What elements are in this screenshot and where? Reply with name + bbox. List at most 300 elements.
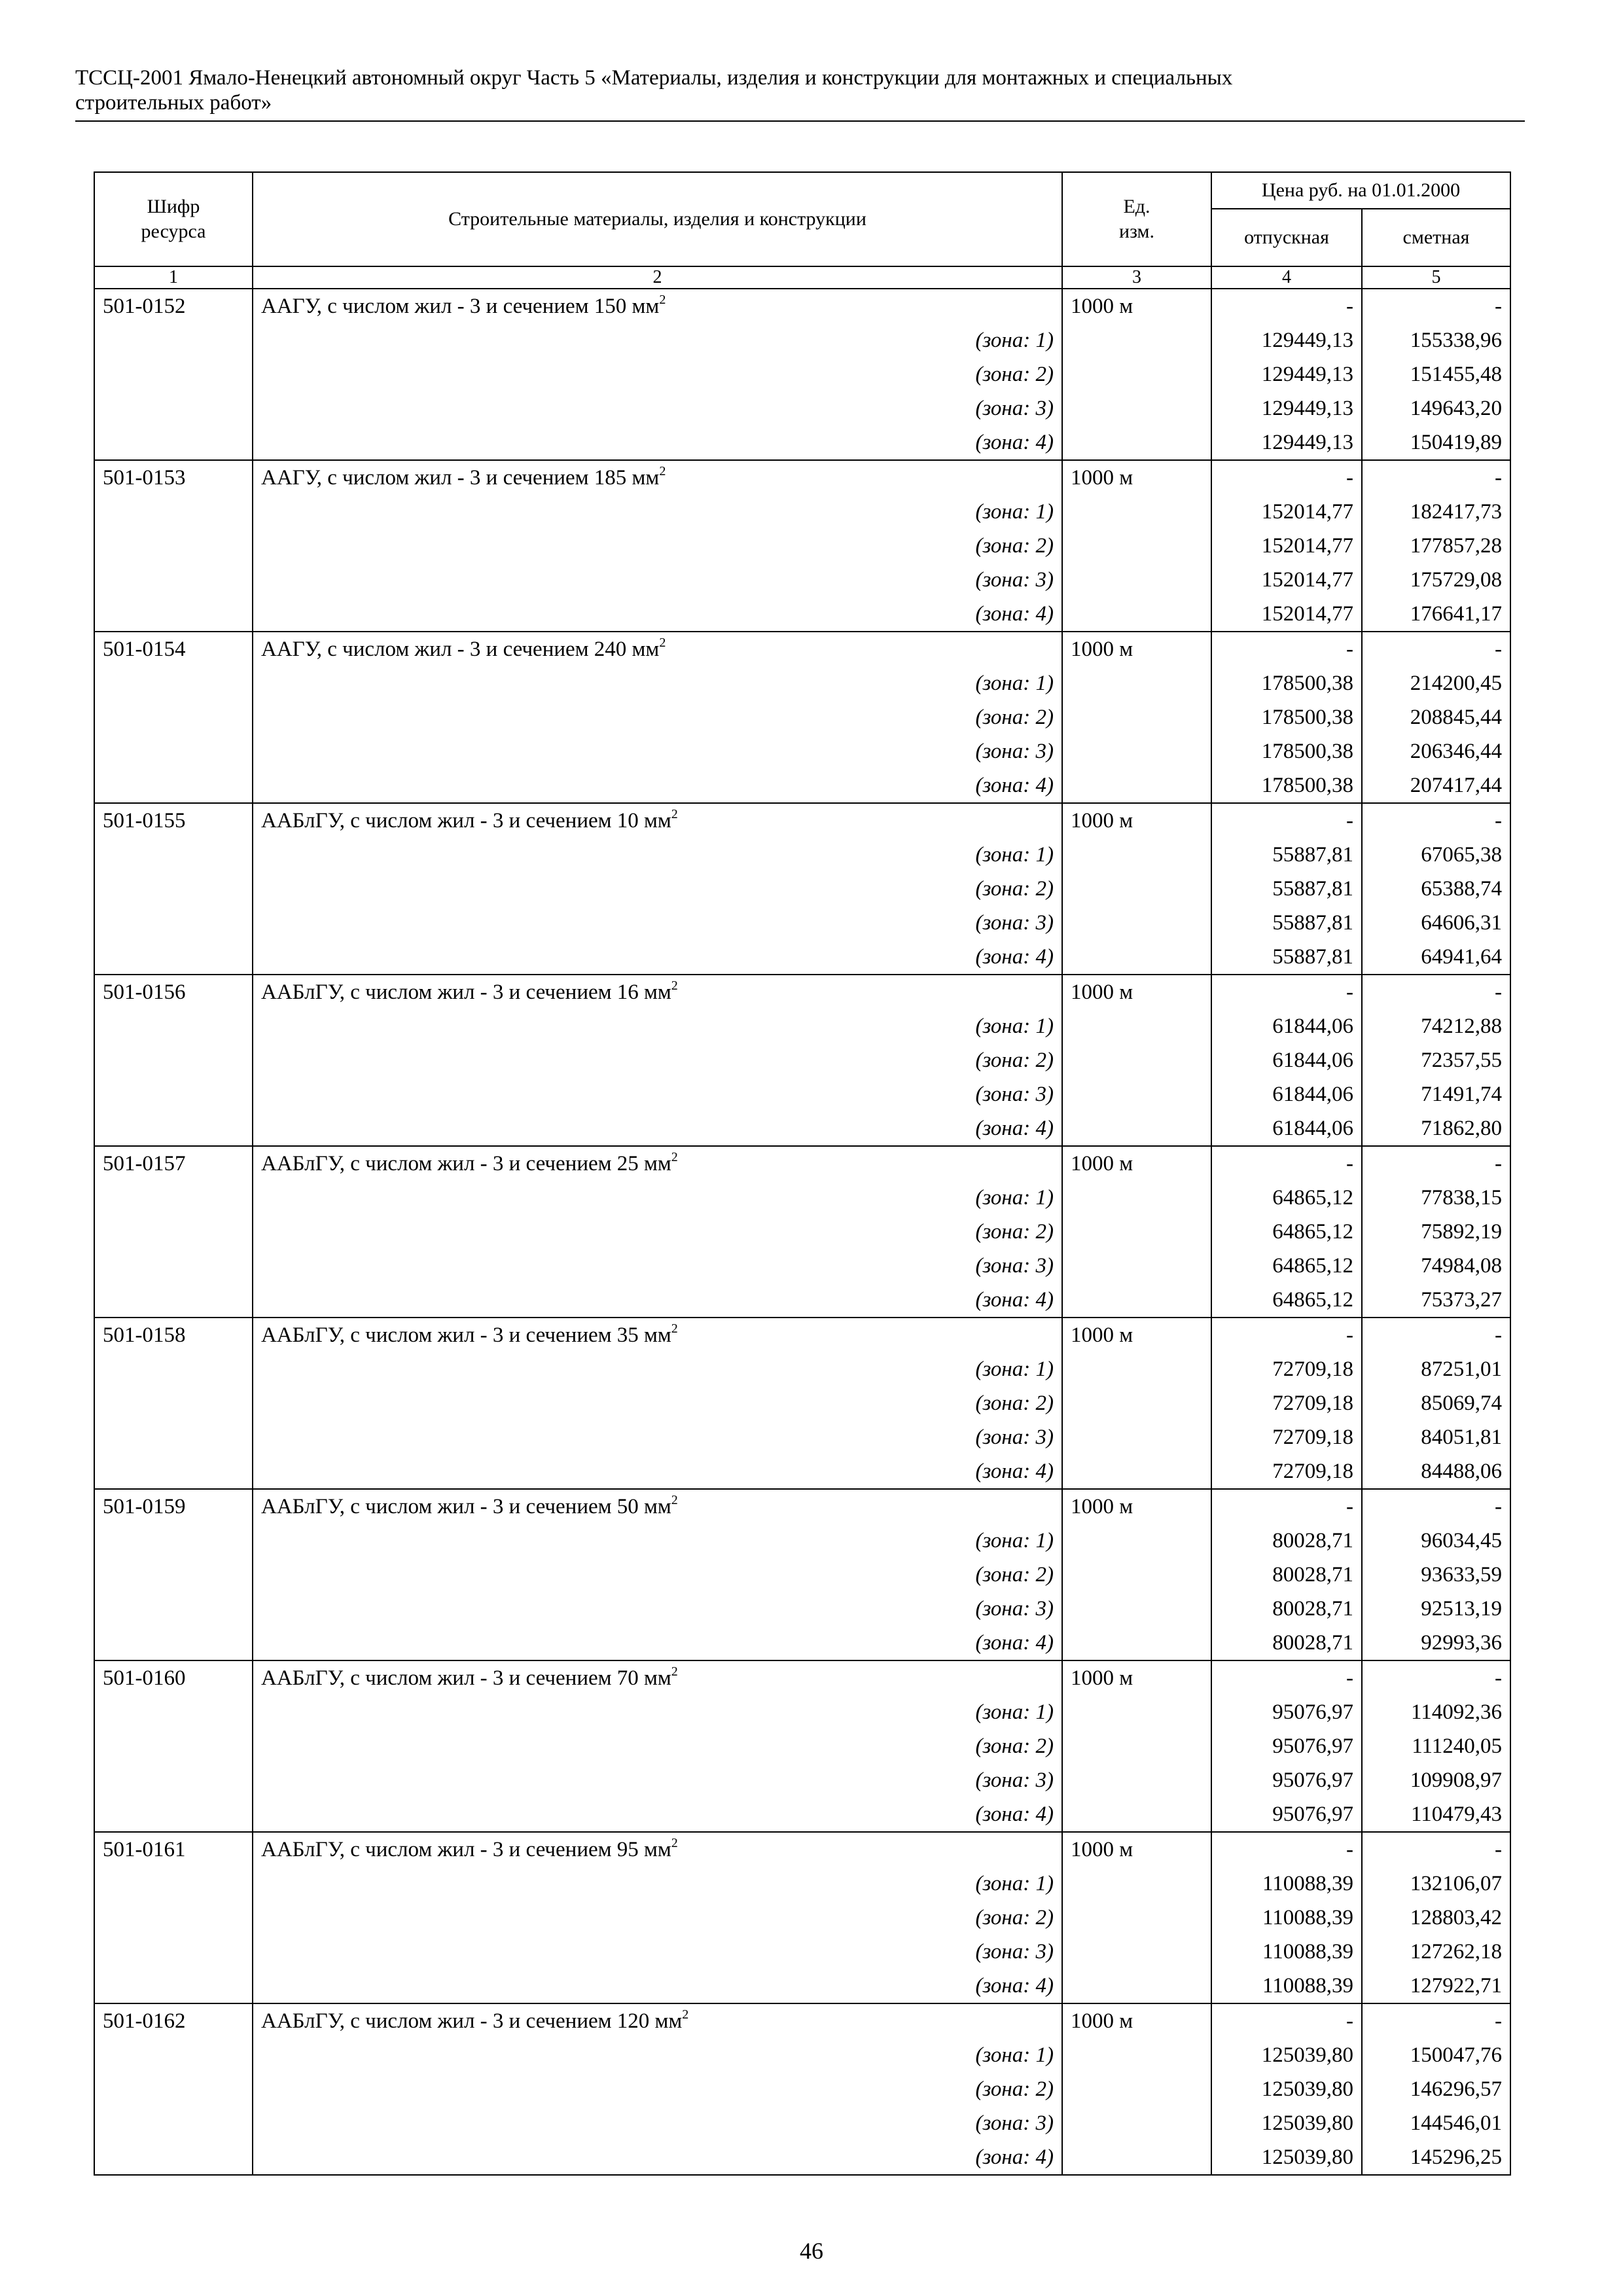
material-name <box>253 803 1062 838</box>
zone-label: (зона: 2) <box>253 700 1062 734</box>
empty-cell <box>1062 1077 1211 1111</box>
zone-row <box>94 1763 1510 1797</box>
release-price: 125039,80 <box>1211 2038 1362 2072</box>
estimate-price: 214200,45 <box>1362 666 1510 700</box>
release-price: 125039,80 <box>1211 2072 1362 2106</box>
material-name-text: ААБлГУ, с числом жил - 3 и сечением 95 мм <box>261 1838 671 1861</box>
unit-exponent: 2 <box>671 1321 678 1336</box>
zone-label: (зона: 2) <box>253 357 1062 391</box>
estimate-price: 75373,27 <box>1362 1283 1510 1318</box>
zone-row <box>94 2072 1510 2106</box>
estimate-price: - <box>1362 1146 1510 1181</box>
empty-cell <box>94 1524 253 1558</box>
empty-cell <box>1062 1181 1211 1215</box>
release-price: - <box>1211 2003 1362 2038</box>
empty-cell <box>1062 2038 1211 2072</box>
empty-cell <box>94 940 253 975</box>
estimate-price: 175729,08 <box>1362 563 1510 597</box>
unit-of-measure: 1000 м <box>1062 460 1211 495</box>
zone-row <box>94 1524 1510 1558</box>
estimate-price: 144546,01 <box>1362 2106 1510 2140</box>
unit-of-measure: 1000 м <box>1062 803 1211 838</box>
estimate-price: 149643,20 <box>1362 391 1510 425</box>
material-name-text: ААБлГУ, с числом жил - 3 и сечением 50 мм <box>261 1495 671 1518</box>
zone-row <box>94 1181 1510 1215</box>
estimate-price: 64941,64 <box>1362 940 1510 975</box>
table-row <box>94 460 1510 495</box>
empty-cell <box>94 1352 253 1386</box>
zone-row <box>94 1283 1510 1318</box>
resource-code: 501-0157 <box>94 1146 253 1181</box>
zone-row <box>94 1797 1510 1832</box>
zone-row <box>94 1009 1510 1043</box>
empty-cell <box>1062 1729 1211 1763</box>
empty-cell <box>94 1454 253 1489</box>
document-header <box>75 65 1525 115</box>
header-num-2: 2 <box>253 266 1062 289</box>
empty-cell <box>1062 1867 1211 1901</box>
zone-label: (зона: 2) <box>253 872 1062 906</box>
release-price: 72709,18 <box>1211 1454 1362 1489</box>
material-name <box>253 2003 1062 2038</box>
release-price: 152014,77 <box>1211 529 1362 563</box>
empty-cell <box>1062 323 1211 357</box>
empty-cell <box>1062 563 1211 597</box>
zone-label: (зона: 1) <box>253 1352 1062 1386</box>
material-name-text: ААГУ, с числом жил - 3 и сечением 185 мм <box>261 466 660 490</box>
estimate-price: 74984,08 <box>1362 1249 1510 1283</box>
estimate-price: 114092,36 <box>1362 1695 1510 1729</box>
unit-of-measure: 1000 м <box>1062 1318 1211 1352</box>
zone-label: (зона: 2) <box>253 1386 1062 1420</box>
zone-row <box>94 563 1510 597</box>
unit-exponent: 2 <box>682 2007 689 2022</box>
estimate-price: - <box>1362 1318 1510 1352</box>
empty-cell <box>1062 1695 1211 1729</box>
estimate-price: - <box>1362 289 1510 323</box>
estimate-price: 177857,28 <box>1362 529 1510 563</box>
empty-cell <box>1062 768 1211 803</box>
empty-cell <box>1062 872 1211 906</box>
unit-of-measure: 1000 м <box>1062 289 1211 323</box>
material-name <box>253 460 1062 495</box>
empty-cell <box>1062 1524 1211 1558</box>
empty-cell <box>94 1420 253 1454</box>
empty-cell <box>94 1009 253 1043</box>
zone-row <box>94 666 1510 700</box>
empty-cell <box>94 1729 253 1763</box>
header-line-2: строительных работ» <box>75 91 272 115</box>
estimate-price: 132106,07 <box>1362 1867 1510 1901</box>
zone-row <box>94 1043 1510 1077</box>
zone-label: (зона: 2) <box>253 529 1062 563</box>
release-price: 95076,97 <box>1211 1763 1362 1797</box>
material-name <box>253 289 1062 323</box>
estimate-price: 65388,74 <box>1362 872 1510 906</box>
unit-of-measure: 1000 м <box>1062 1660 1211 1695</box>
zone-label: (зона: 1) <box>253 495 1062 529</box>
empty-cell <box>94 495 253 529</box>
material-name-text: ААБлГУ, с числом жил - 3 и сечением 70 мм <box>261 1666 671 1690</box>
estimate-price: 84051,81 <box>1362 1420 1510 1454</box>
zone-label: (зона: 3) <box>253 391 1062 425</box>
zone-label: (зона: 4) <box>253 597 1062 632</box>
price-table-body <box>94 289 1510 2175</box>
zone-row <box>94 1077 1510 1111</box>
empty-cell <box>94 1935 253 1969</box>
empty-cell <box>1062 495 1211 529</box>
estimate-price: 127262,18 <box>1362 1935 1510 1969</box>
release-price: 129449,13 <box>1211 357 1362 391</box>
unit-of-measure: 1000 м <box>1062 2003 1211 2038</box>
unit-of-measure: 1000 м <box>1062 1489 1211 1524</box>
table-row <box>94 1832 1510 1867</box>
estimate-price: - <box>1362 1489 1510 1524</box>
release-price: 178500,38 <box>1211 700 1362 734</box>
resource-code: 501-0161 <box>94 1832 253 1867</box>
zone-label: (зона: 1) <box>253 838 1062 872</box>
empty-cell <box>94 1969 253 2003</box>
header-code-line1: Шифр <box>147 196 200 217</box>
zone-label: (зона: 2) <box>253 1729 1062 1763</box>
empty-cell <box>94 2072 253 2106</box>
empty-cell <box>94 2106 253 2140</box>
zone-row <box>94 1901 1510 1935</box>
empty-cell <box>1062 1386 1211 1420</box>
empty-cell <box>1062 2106 1211 2140</box>
release-price: 55887,81 <box>1211 940 1362 975</box>
zone-label: (зона: 2) <box>253 1215 1062 1249</box>
zone-row <box>94 1454 1510 1489</box>
zone-label: (зона: 3) <box>253 906 1062 940</box>
empty-cell <box>1062 2072 1211 2106</box>
zone-row <box>94 2038 1510 2072</box>
table-row <box>94 1146 1510 1181</box>
page-number: 46 <box>800 2238 823 2264</box>
resource-code: 501-0159 <box>94 1489 253 1524</box>
estimate-price: - <box>1362 2003 1510 2038</box>
release-price: 64865,12 <box>1211 1215 1362 1249</box>
zone-row <box>94 768 1510 803</box>
resource-code: 501-0156 <box>94 975 253 1009</box>
release-price: 61844,06 <box>1211 1111 1362 1146</box>
zone-row <box>94 495 1510 529</box>
zone-row <box>94 425 1510 460</box>
empty-cell <box>94 666 253 700</box>
release-price: 95076,97 <box>1211 1695 1362 1729</box>
empty-cell <box>1062 1592 1211 1626</box>
release-price: - <box>1211 1146 1362 1181</box>
release-price: 61844,06 <box>1211 1043 1362 1077</box>
empty-cell <box>94 1592 253 1626</box>
material-name-text: ААГУ, с числом жил - 3 и сечением 150 мм <box>261 295 660 318</box>
estimate-price: 150047,76 <box>1362 2038 1510 2072</box>
material-name-text: ААБлГУ, с числом жил - 3 и сечением 35 мм <box>261 1323 671 1347</box>
estimate-price: 109908,97 <box>1362 1763 1510 1797</box>
empty-cell <box>1062 1009 1211 1043</box>
material-name-text: ААБлГУ, с числом жил - 3 и сечением 25 мм <box>261 1152 671 1175</box>
unit-exponent: 2 <box>671 1664 678 1679</box>
release-price: 72709,18 <box>1211 1386 1362 1420</box>
release-price: 95076,97 <box>1211 1729 1362 1763</box>
empty-cell <box>1062 1215 1211 1249</box>
empty-cell <box>1062 1043 1211 1077</box>
header-name: Строительные материалы, изделия и конструкции <box>253 172 1062 266</box>
estimate-price: 87251,01 <box>1362 1352 1510 1386</box>
material-name <box>253 1832 1062 1867</box>
release-price: 80028,71 <box>1211 1524 1362 1558</box>
empty-cell <box>94 1901 253 1935</box>
empty-cell <box>94 1249 253 1283</box>
empty-cell <box>94 700 253 734</box>
empty-cell <box>1062 1935 1211 1969</box>
empty-cell <box>1062 666 1211 700</box>
release-price: 152014,77 <box>1211 563 1362 597</box>
release-price: - <box>1211 460 1362 495</box>
estimate-price: 208845,44 <box>1362 700 1510 734</box>
table-row <box>94 632 1510 666</box>
release-price: 80028,71 <box>1211 1592 1362 1626</box>
release-price: 178500,38 <box>1211 666 1362 700</box>
release-price: 80028,71 <box>1211 1626 1362 1660</box>
estimate-price: 92513,19 <box>1362 1592 1510 1626</box>
zone-label: (зона: 3) <box>253 1420 1062 1454</box>
estimate-price: 67065,38 <box>1362 838 1510 872</box>
release-price: - <box>1211 289 1362 323</box>
price-table-header <box>94 172 1510 289</box>
estimate-price: 93633,59 <box>1362 1558 1510 1592</box>
header-estimate: сметная <box>1362 209 1510 266</box>
release-price: 178500,38 <box>1211 768 1362 803</box>
empty-cell <box>1062 700 1211 734</box>
estimate-price: 182417,73 <box>1362 495 1510 529</box>
empty-cell <box>94 734 253 768</box>
estimate-price: 110479,43 <box>1362 1797 1510 1832</box>
zone-row <box>94 2140 1510 2175</box>
estimate-price: 64606,31 <box>1362 906 1510 940</box>
release-price: 64865,12 <box>1211 1249 1362 1283</box>
header-price: Цена руб. на 01.01.2000 <box>1211 172 1510 209</box>
header-line-1: ТССЦ-2001 Ямало-Ненецкий автономный округ Часть 5 «Материалы, изделия и конструкции для монтажных и специальных <box>75 66 1233 90</box>
zone-row <box>94 357 1510 391</box>
zone-label: (зона: 1) <box>253 1181 1062 1215</box>
zone-row <box>94 872 1510 906</box>
unit-exponent: 2 <box>659 293 666 307</box>
empty-cell <box>94 1043 253 1077</box>
empty-cell <box>94 323 253 357</box>
header-rule <box>75 120 1525 122</box>
estimate-price: 71862,80 <box>1362 1111 1510 1146</box>
release-price: 110088,39 <box>1211 1935 1362 1969</box>
release-price: 95076,97 <box>1211 1797 1362 1832</box>
material-name <box>253 1318 1062 1352</box>
empty-cell <box>1062 1901 1211 1935</box>
release-price: 55887,81 <box>1211 838 1362 872</box>
estimate-price: 72357,55 <box>1362 1043 1510 1077</box>
empty-cell <box>94 1695 253 1729</box>
release-price: 55887,81 <box>1211 906 1362 940</box>
empty-cell <box>1062 529 1211 563</box>
estimate-price: - <box>1362 632 1510 666</box>
release-price: - <box>1211 1660 1362 1695</box>
empty-cell <box>94 357 253 391</box>
estimate-price: 155338,96 <box>1362 323 1510 357</box>
zone-label: (зона: 4) <box>253 1111 1062 1146</box>
zone-label: (зона: 1) <box>253 2038 1062 2072</box>
table-row <box>94 1489 1510 1524</box>
header-unit <box>1062 172 1211 266</box>
unit-exponent: 2 <box>659 464 666 478</box>
release-price: 152014,77 <box>1211 495 1362 529</box>
zone-row <box>94 529 1510 563</box>
material-name <box>253 1146 1062 1181</box>
resource-code: 501-0162 <box>94 2003 253 2038</box>
zone-row <box>94 1215 1510 1249</box>
zone-label: (зона: 3) <box>253 1935 1062 1969</box>
zone-row <box>94 1249 1510 1283</box>
estimate-price: 111240,05 <box>1362 1729 1510 1763</box>
zone-label: (зона: 2) <box>253 1043 1062 1077</box>
zone-row <box>94 940 1510 975</box>
estimate-price: - <box>1362 460 1510 495</box>
zone-row <box>94 700 1510 734</box>
estimate-price: 176641,17 <box>1362 597 1510 632</box>
empty-cell <box>94 597 253 632</box>
material-name <box>253 632 1062 666</box>
release-price: 178500,38 <box>1211 734 1362 768</box>
header-unit-line1: Ед. <box>1123 196 1150 217</box>
empty-cell <box>1062 1420 1211 1454</box>
zone-row <box>94 906 1510 940</box>
empty-cell <box>1062 391 1211 425</box>
release-price: 80028,71 <box>1211 1558 1362 1592</box>
estimate-price: - <box>1362 975 1510 1009</box>
release-price: 61844,06 <box>1211 1009 1362 1043</box>
release-price: 125039,80 <box>1211 2106 1362 2140</box>
material-name-text: ААБлГУ, с числом жил - 3 и сечением 10 мм <box>261 809 671 833</box>
zone-label: (зона: 2) <box>253 1558 1062 1592</box>
table-row <box>94 1318 1510 1352</box>
estimate-price: 74212,88 <box>1362 1009 1510 1043</box>
empty-cell <box>1062 2140 1211 2175</box>
resource-code: 501-0155 <box>94 803 253 838</box>
table-row <box>94 2003 1510 2038</box>
zone-label: (зона: 2) <box>253 2072 1062 2106</box>
estimate-price: 75892,19 <box>1362 1215 1510 1249</box>
empty-cell <box>1062 734 1211 768</box>
zone-label: (зона: 4) <box>253 1969 1062 2003</box>
material-name <box>253 975 1062 1009</box>
zone-row <box>94 734 1510 768</box>
zone-label: (зона: 2) <box>253 1901 1062 1935</box>
zone-label: (зона: 3) <box>253 1249 1062 1283</box>
zone-label: (зона: 1) <box>253 1009 1062 1043</box>
zone-label: (зона: 4) <box>253 940 1062 975</box>
zone-label: (зона: 1) <box>253 323 1062 357</box>
zone-label: (зона: 3) <box>253 563 1062 597</box>
zone-row <box>94 1867 1510 1901</box>
estimate-price: 128803,42 <box>1362 1901 1510 1935</box>
estimate-price: - <box>1362 1832 1510 1867</box>
estimate-price: 77838,15 <box>1362 1181 1510 1215</box>
unit-exponent: 2 <box>671 1836 678 1850</box>
empty-cell <box>94 1181 253 1215</box>
release-price: 110088,39 <box>1211 1867 1362 1901</box>
table-row <box>94 289 1510 323</box>
unit-of-measure: 1000 м <box>1062 975 1211 1009</box>
header-code <box>94 172 253 266</box>
material-name-text: ААБлГУ, с числом жил - 3 и сечением 120 мм <box>261 2009 683 2033</box>
empty-cell <box>1062 1969 1211 2003</box>
zone-row <box>94 1352 1510 1386</box>
empty-cell <box>1062 1111 1211 1146</box>
unit-exponent: 2 <box>671 978 678 993</box>
estimate-price: 96034,45 <box>1362 1524 1510 1558</box>
zone-label: (зона: 4) <box>253 768 1062 803</box>
release-price: 110088,39 <box>1211 1969 1362 2003</box>
unit-of-measure: 1000 м <box>1062 632 1211 666</box>
zone-row <box>94 1386 1510 1420</box>
material-name-text: ААБлГУ, с числом жил - 3 и сечением 16 мм <box>261 980 671 1004</box>
estimate-price: 85069,74 <box>1362 1386 1510 1420</box>
zone-label: (зона: 1) <box>253 1867 1062 1901</box>
release-price: 152014,77 <box>1211 597 1362 632</box>
zone-row <box>94 1626 1510 1660</box>
estimate-price: 71491,74 <box>1362 1077 1510 1111</box>
empty-cell <box>1062 940 1211 975</box>
release-price: 129449,13 <box>1211 391 1362 425</box>
zone-label: (зона: 3) <box>253 1592 1062 1626</box>
header-unit-line2: изм. <box>1119 221 1154 242</box>
empty-cell <box>94 1797 253 1832</box>
zone-label: (зона: 3) <box>253 1077 1062 1111</box>
empty-cell <box>1062 1797 1211 1832</box>
resource-code: 501-0154 <box>94 632 253 666</box>
release-price: - <box>1211 803 1362 838</box>
zone-row <box>94 1420 1510 1454</box>
zone-row <box>94 391 1510 425</box>
empty-cell <box>1062 1283 1211 1318</box>
zone-row <box>94 1111 1510 1146</box>
estimate-price: 127922,71 <box>1362 1969 1510 2003</box>
release-price: - <box>1211 1832 1362 1867</box>
zone-row <box>94 323 1510 357</box>
estimate-price: 207417,44 <box>1362 768 1510 803</box>
estimate-price: 151455,48 <box>1362 357 1510 391</box>
unit-exponent: 2 <box>671 1150 678 1164</box>
zone-label: (зона: 4) <box>253 1454 1062 1489</box>
zone-row <box>94 2106 1510 2140</box>
release-price: 72709,18 <box>1211 1352 1362 1386</box>
release-price: - <box>1211 975 1362 1009</box>
empty-cell <box>1062 906 1211 940</box>
empty-cell <box>94 768 253 803</box>
release-price: 129449,13 <box>1211 425 1362 460</box>
empty-cell <box>1062 597 1211 632</box>
zone-label: (зона: 4) <box>253 1283 1062 1318</box>
release-price: 64865,12 <box>1211 1283 1362 1318</box>
empty-cell <box>94 563 253 597</box>
release-price: 110088,39 <box>1211 1901 1362 1935</box>
zone-label: (зона: 3) <box>253 2106 1062 2140</box>
empty-cell <box>94 1386 253 1420</box>
zone-label: (зона: 4) <box>253 1797 1062 1832</box>
table-row <box>94 803 1510 838</box>
empty-cell <box>94 1867 253 1901</box>
zone-label: (зона: 1) <box>253 1524 1062 1558</box>
resource-code: 501-0158 <box>94 1318 253 1352</box>
resource-code: 501-0152 <box>94 289 253 323</box>
